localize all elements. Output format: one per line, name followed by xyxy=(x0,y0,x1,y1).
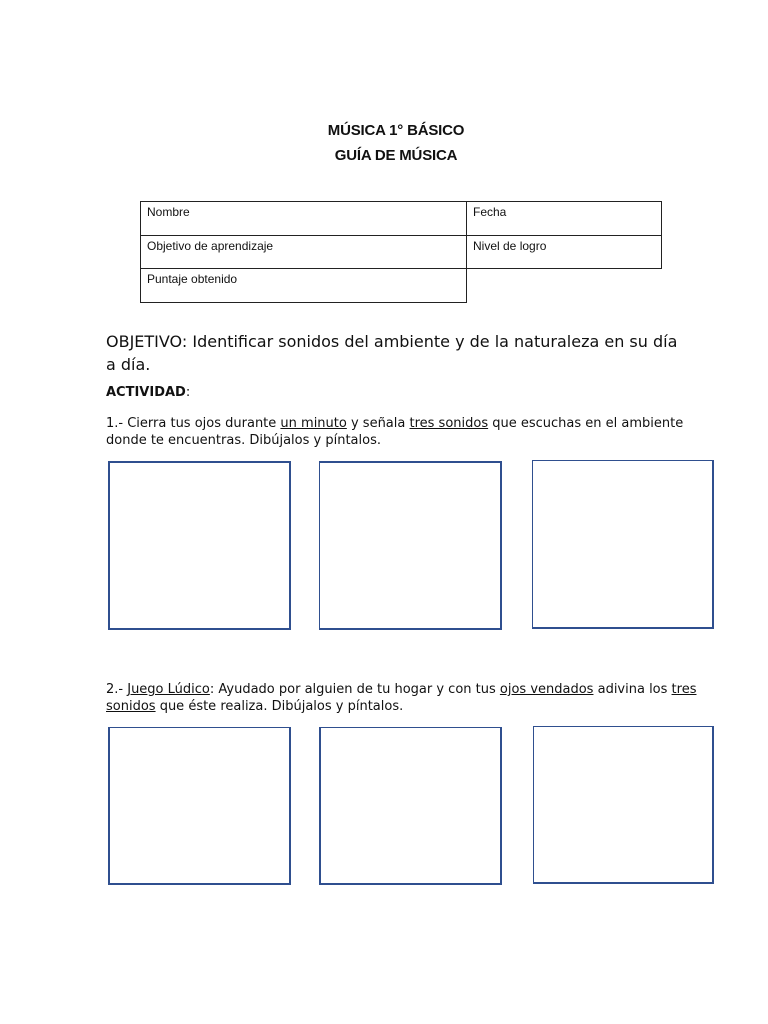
student-info-table xyxy=(140,201,662,303)
activity-1-instructions xyxy=(106,415,706,449)
item2-suffix: que éste realiza. Dibújalos y píntalos. xyxy=(155,699,404,714)
drawing-box-2-3[interactable] xyxy=(533,726,714,884)
activity-colon: : xyxy=(185,385,191,400)
drawing-box-2-1[interactable] xyxy=(108,727,291,885)
objective-label: OBJETIVO xyxy=(106,332,182,351)
activity-label: ACTIVIDAD xyxy=(106,385,186,400)
drawing-box-1-3[interactable] xyxy=(532,460,714,629)
item1-prefix: 1.- Cierra tus ojos durante xyxy=(106,416,281,431)
activity-2-instructions xyxy=(106,681,706,715)
objective-statement xyxy=(106,330,686,376)
item2-underlined-blindfold: ojos vendados xyxy=(499,682,594,697)
item2-underlined-sounds: tres sonidos xyxy=(106,682,697,714)
drawing-box-1-1[interactable] xyxy=(108,461,291,630)
page-title: MÚSICA 1° BÁSICO xyxy=(327,122,465,139)
item1-underlined-sounds: tres sonidos xyxy=(409,416,489,431)
nombre-cell[interactable]: Nombre xyxy=(140,201,467,236)
item2-underlined-game: Juego Lúdico xyxy=(127,682,210,697)
activity-heading xyxy=(106,385,190,400)
objective-text: : Identificar sonidos del ambiente y de la naturaleza en su día a día. xyxy=(106,332,678,374)
objetivo-aprendizaje-cell[interactable]: Objetivo de aprendizaje xyxy=(140,235,467,269)
page-subtitle: GUÍA DE MÚSICA xyxy=(334,147,458,164)
item1-underlined-minute: un minuto xyxy=(280,416,347,431)
drawing-box-2-2[interactable] xyxy=(319,727,502,885)
item1-suffix: que escuchas en el ambiente donde te encuentras. Dibújalos y píntalos. xyxy=(106,416,684,448)
puntaje-obtenido-cell[interactable]: Puntaje obtenido xyxy=(140,268,467,303)
item1-mid: y señala xyxy=(346,416,410,431)
item2-mid1: : Ayudado por alguien de tu hogar y con tus xyxy=(209,682,500,697)
item2-mid2: adivina los xyxy=(593,682,672,697)
nivel-logro-cell[interactable]: Nivel de logro xyxy=(466,235,662,269)
fecha-cell[interactable]: Fecha xyxy=(466,201,662,236)
drawing-box-1-2[interactable] xyxy=(319,461,502,630)
item2-prefix: 2.- xyxy=(106,682,128,697)
